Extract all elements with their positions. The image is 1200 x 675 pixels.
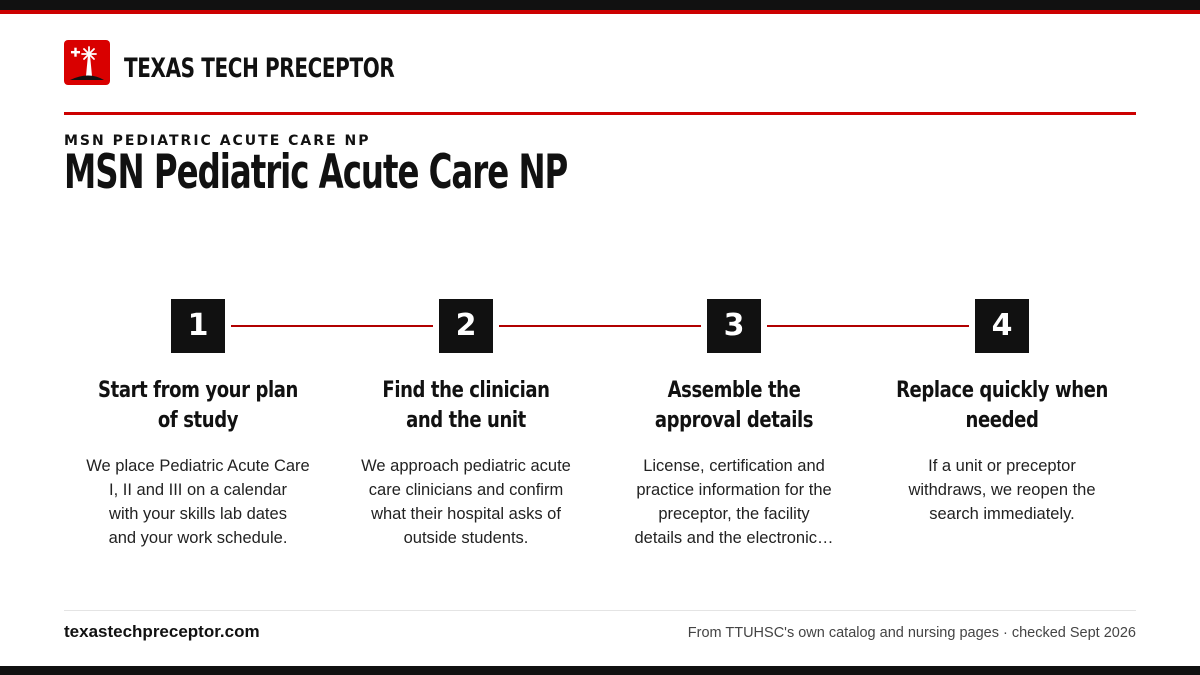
page-title: MSN Pediatric Acute Care NP [64, 145, 568, 200]
brand-name: TEXAS TECH PRECEPTOR [124, 53, 395, 84]
footer-rule [64, 610, 1136, 611]
footer-url: texastechpreceptor.com [64, 622, 260, 641]
step-4-number: 4 [975, 299, 1029, 353]
step-heading-line: Assemble the [667, 378, 801, 403]
step-3-description [614, 454, 854, 550]
step-description-line: preceptor, the facility [658, 505, 810, 523]
step-description-line: care clinicians and confirm [368, 481, 564, 499]
top-bar-accent [0, 10, 1200, 14]
header-rule [64, 112, 1136, 115]
step-description-line: withdraws, we reopen the [908, 481, 1096, 499]
step-1-description [78, 454, 318, 550]
step-description-line: and your work schedule. [108, 529, 288, 547]
step-3-heading [619, 376, 849, 436]
step-2-description [346, 454, 586, 550]
step-description-line: We approach pediatric acute [361, 457, 571, 475]
step-heading-line: needed [965, 408, 1039, 433]
step-connector [767, 325, 969, 327]
step-3-number: 3 [707, 299, 761, 353]
bottom-bar [0, 666, 1200, 675]
step-4-heading [887, 376, 1117, 436]
step-description-line: search immediately. [929, 505, 1075, 523]
step-2-heading [351, 376, 581, 436]
step-description-line: I, II and III on a calendar [109, 481, 287, 499]
step-description-line: If a unit or preceptor [928, 457, 1076, 475]
step-heading-line: approval details [654, 408, 814, 433]
step-1-heading [83, 376, 313, 436]
step-heading-line: Find the clinician [382, 378, 550, 403]
step-connector [231, 325, 433, 327]
step-description-line: outside students. [403, 529, 529, 547]
step-connector [499, 325, 701, 327]
step-1-number: 1 [171, 299, 225, 353]
step-description-line: what their hospital asks of [371, 505, 561, 523]
step-4-description [882, 454, 1122, 526]
step-description-line: We place Pediatric Acute Care [86, 457, 310, 475]
eyebrow-label: MSN PEDIATRIC ACUTE CARE NP [64, 133, 371, 149]
step-2-number: 2 [439, 299, 493, 353]
step-heading-line: Replace quickly when [896, 378, 1108, 403]
step-description-line: License, certification and [643, 457, 825, 475]
step-heading-line: and the unit [406, 408, 526, 433]
step-description-line: practice information for the [636, 481, 832, 499]
windmill-plus-icon [64, 40, 110, 85]
step-heading-line: of study [157, 408, 239, 433]
step-description-line: with your skills lab dates [109, 505, 287, 523]
footer-source-note: From TTUHSC's own catalog and nursing pages · checked Sept 2026 [687, 625, 1136, 641]
step-heading-line: Start from your plan [98, 378, 298, 403]
step-description-line: details and the electronic… [634, 529, 834, 547]
